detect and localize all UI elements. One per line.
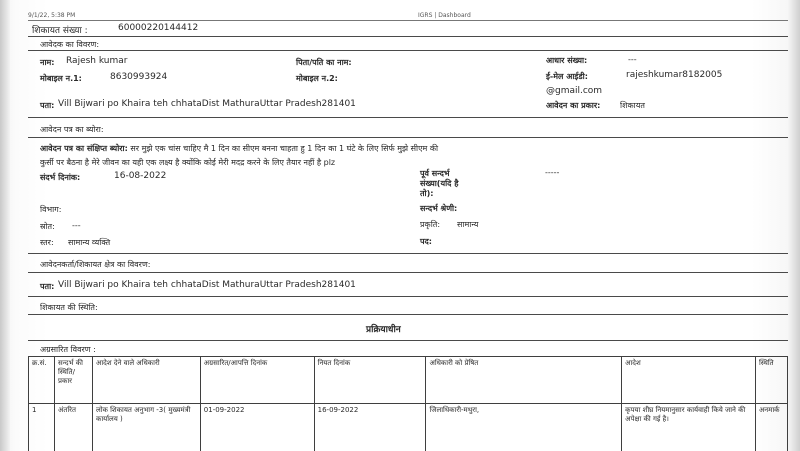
address-label: पता: (40, 101, 55, 110)
application-type-label: आवेदन का प्रकार: (546, 101, 601, 110)
column-header: अग्रसारित/आपत्ति दिनांक (200, 357, 314, 404)
post-label: पद: (420, 237, 432, 246)
forwarding-table (28, 356, 788, 451)
column-header: स्थिति (755, 357, 787, 404)
cell-officer: लोक शिकायत अनुभाग -3( मुख्यमंत्री कार्यालय ) (92, 404, 200, 451)
reference-date-value: 16-08-2022 (114, 171, 167, 181)
summary-label: आवेदन पत्र का संक्षिप्त ब्योरा: (40, 144, 128, 153)
table-header-row (29, 357, 788, 404)
name-value: Rajesh kumar (66, 56, 128, 66)
divider (28, 314, 788, 315)
print-page-title: IGRS | Dashboard (418, 12, 471, 19)
area-section-heading: आवेदनकर्ता/शिकायत क्षेत्र का विवरण: (40, 260, 151, 269)
level-label: स्तर: (40, 238, 54, 247)
address-value: Vill Bijwari po Khaira teh chhataDist MathuraUttar Pradesh281401 (58, 99, 356, 109)
cell-sno: 1 (29, 404, 55, 451)
previous-reference-label-3: तो): (420, 189, 434, 198)
divider (28, 50, 788, 51)
scan-shadow-right (788, 0, 800, 451)
mobile1-label: मोबाइल न.1: (40, 74, 82, 83)
divider (28, 296, 788, 297)
scan-shadow-left (0, 0, 10, 451)
status-value: प्रक्रियाधीन (366, 325, 401, 335)
forwarding-section-heading: अग्रसारित विवरण : (40, 345, 96, 354)
cell-order: कृपया शीघ्र नियमानुसार कार्यवाही किये जाने की अपेक्षा की गई है। (622, 404, 756, 451)
column-header: नियत दिनांक (314, 357, 426, 404)
reference-category-label: सन्दर्भ श्रेणी: (420, 204, 458, 213)
area-address-value: Vill Bijwari po Khaira teh chhataDist MathuraUttar Pradesh281401 (58, 280, 356, 290)
column-header: आदेश (622, 357, 756, 404)
print-timestamp: 9/1/22, 5:38 PM (28, 12, 76, 19)
column-header: अधिकारी को प्रेषित (426, 357, 622, 404)
column-header: आदेश देने वाले अधिकारी (92, 357, 200, 404)
name-label: नाम: (40, 58, 55, 67)
cell-status: अनमार्क (755, 404, 787, 451)
previous-reference-label-1: पूर्व सन्दर्भ (420, 169, 450, 178)
applicant-section-heading: आवेदक का विवरण: (40, 40, 100, 49)
status-section-heading: शिकायत की स्थिति: (40, 303, 98, 312)
source-value: --- (72, 221, 81, 230)
reference-date-label: संदर्भ दिनांक: (40, 173, 81, 182)
divider (28, 117, 788, 118)
divider (28, 253, 788, 254)
table-row (29, 404, 788, 451)
source-label: स्रोत: (40, 222, 55, 231)
area-address-label: पता: (40, 282, 55, 291)
cell-sent-to: जिलाधिकारी-मथुरा, (426, 404, 622, 451)
mobile2-label: मोबाइल न.2: (296, 74, 338, 83)
summary-text-1: सर मुझे एक चांस चाहिए मै 1 दिन का सीएम बनना चाहता हु 1 दिन का 1 घंटे के लिए सिर्फ मुझे सीएम की (130, 144, 439, 153)
divider (28, 340, 788, 341)
previous-reference-label-2: संख्या(यदि है (420, 179, 459, 188)
nature-label: प्रकृति: (420, 220, 441, 229)
mobile1-value: 8630993924 (110, 72, 168, 82)
email-value-line1: rajeshkumar8182005 (626, 70, 723, 80)
summary-text-2: कुर्सी पर बैठना है मेरे जीवन का यही एक लक्ष्य है क्योंकि कोई मेरी मदद्र करने के लिए तैयार नहीं है plz (40, 158, 336, 167)
application-section-heading: आवेदन पत्र का ब्योरा: (40, 125, 104, 134)
cell-type: अंतरित (54, 404, 92, 451)
level-value: सामान्य व्यक्ति (68, 238, 111, 247)
complaint-number-label: शिकायत संख्या : (32, 26, 88, 36)
father-name-label: पिता/पति का नाम: (296, 58, 352, 67)
column-header: क्र.सं. (29, 357, 55, 404)
column-header: सन्दर्भ की स्थिति/प्रकार (54, 357, 92, 404)
divider (28, 36, 788, 37)
divider (28, 137, 788, 138)
cell-date: 01-09-2022 (200, 404, 314, 451)
department-label: विभाग: (40, 205, 62, 214)
aadhaar-value: --- (628, 55, 637, 64)
aadhaar-label: आधार संख्या: (546, 56, 588, 65)
email-label: ई-मेल आईडी: (546, 72, 588, 81)
cell-due-date: 16-09-2022 (314, 404, 426, 451)
divider (28, 20, 788, 21)
complaint-number-value: 60000220144412 (118, 23, 199, 33)
nature-value: सामान्य (457, 220, 479, 229)
previous-reference-value: ----- (545, 168, 560, 177)
email-value-line2: @gmail.com (546, 86, 603, 96)
application-type-value: शिकायत (620, 101, 645, 110)
divider (28, 272, 788, 273)
summary-line-1 (40, 143, 438, 154)
